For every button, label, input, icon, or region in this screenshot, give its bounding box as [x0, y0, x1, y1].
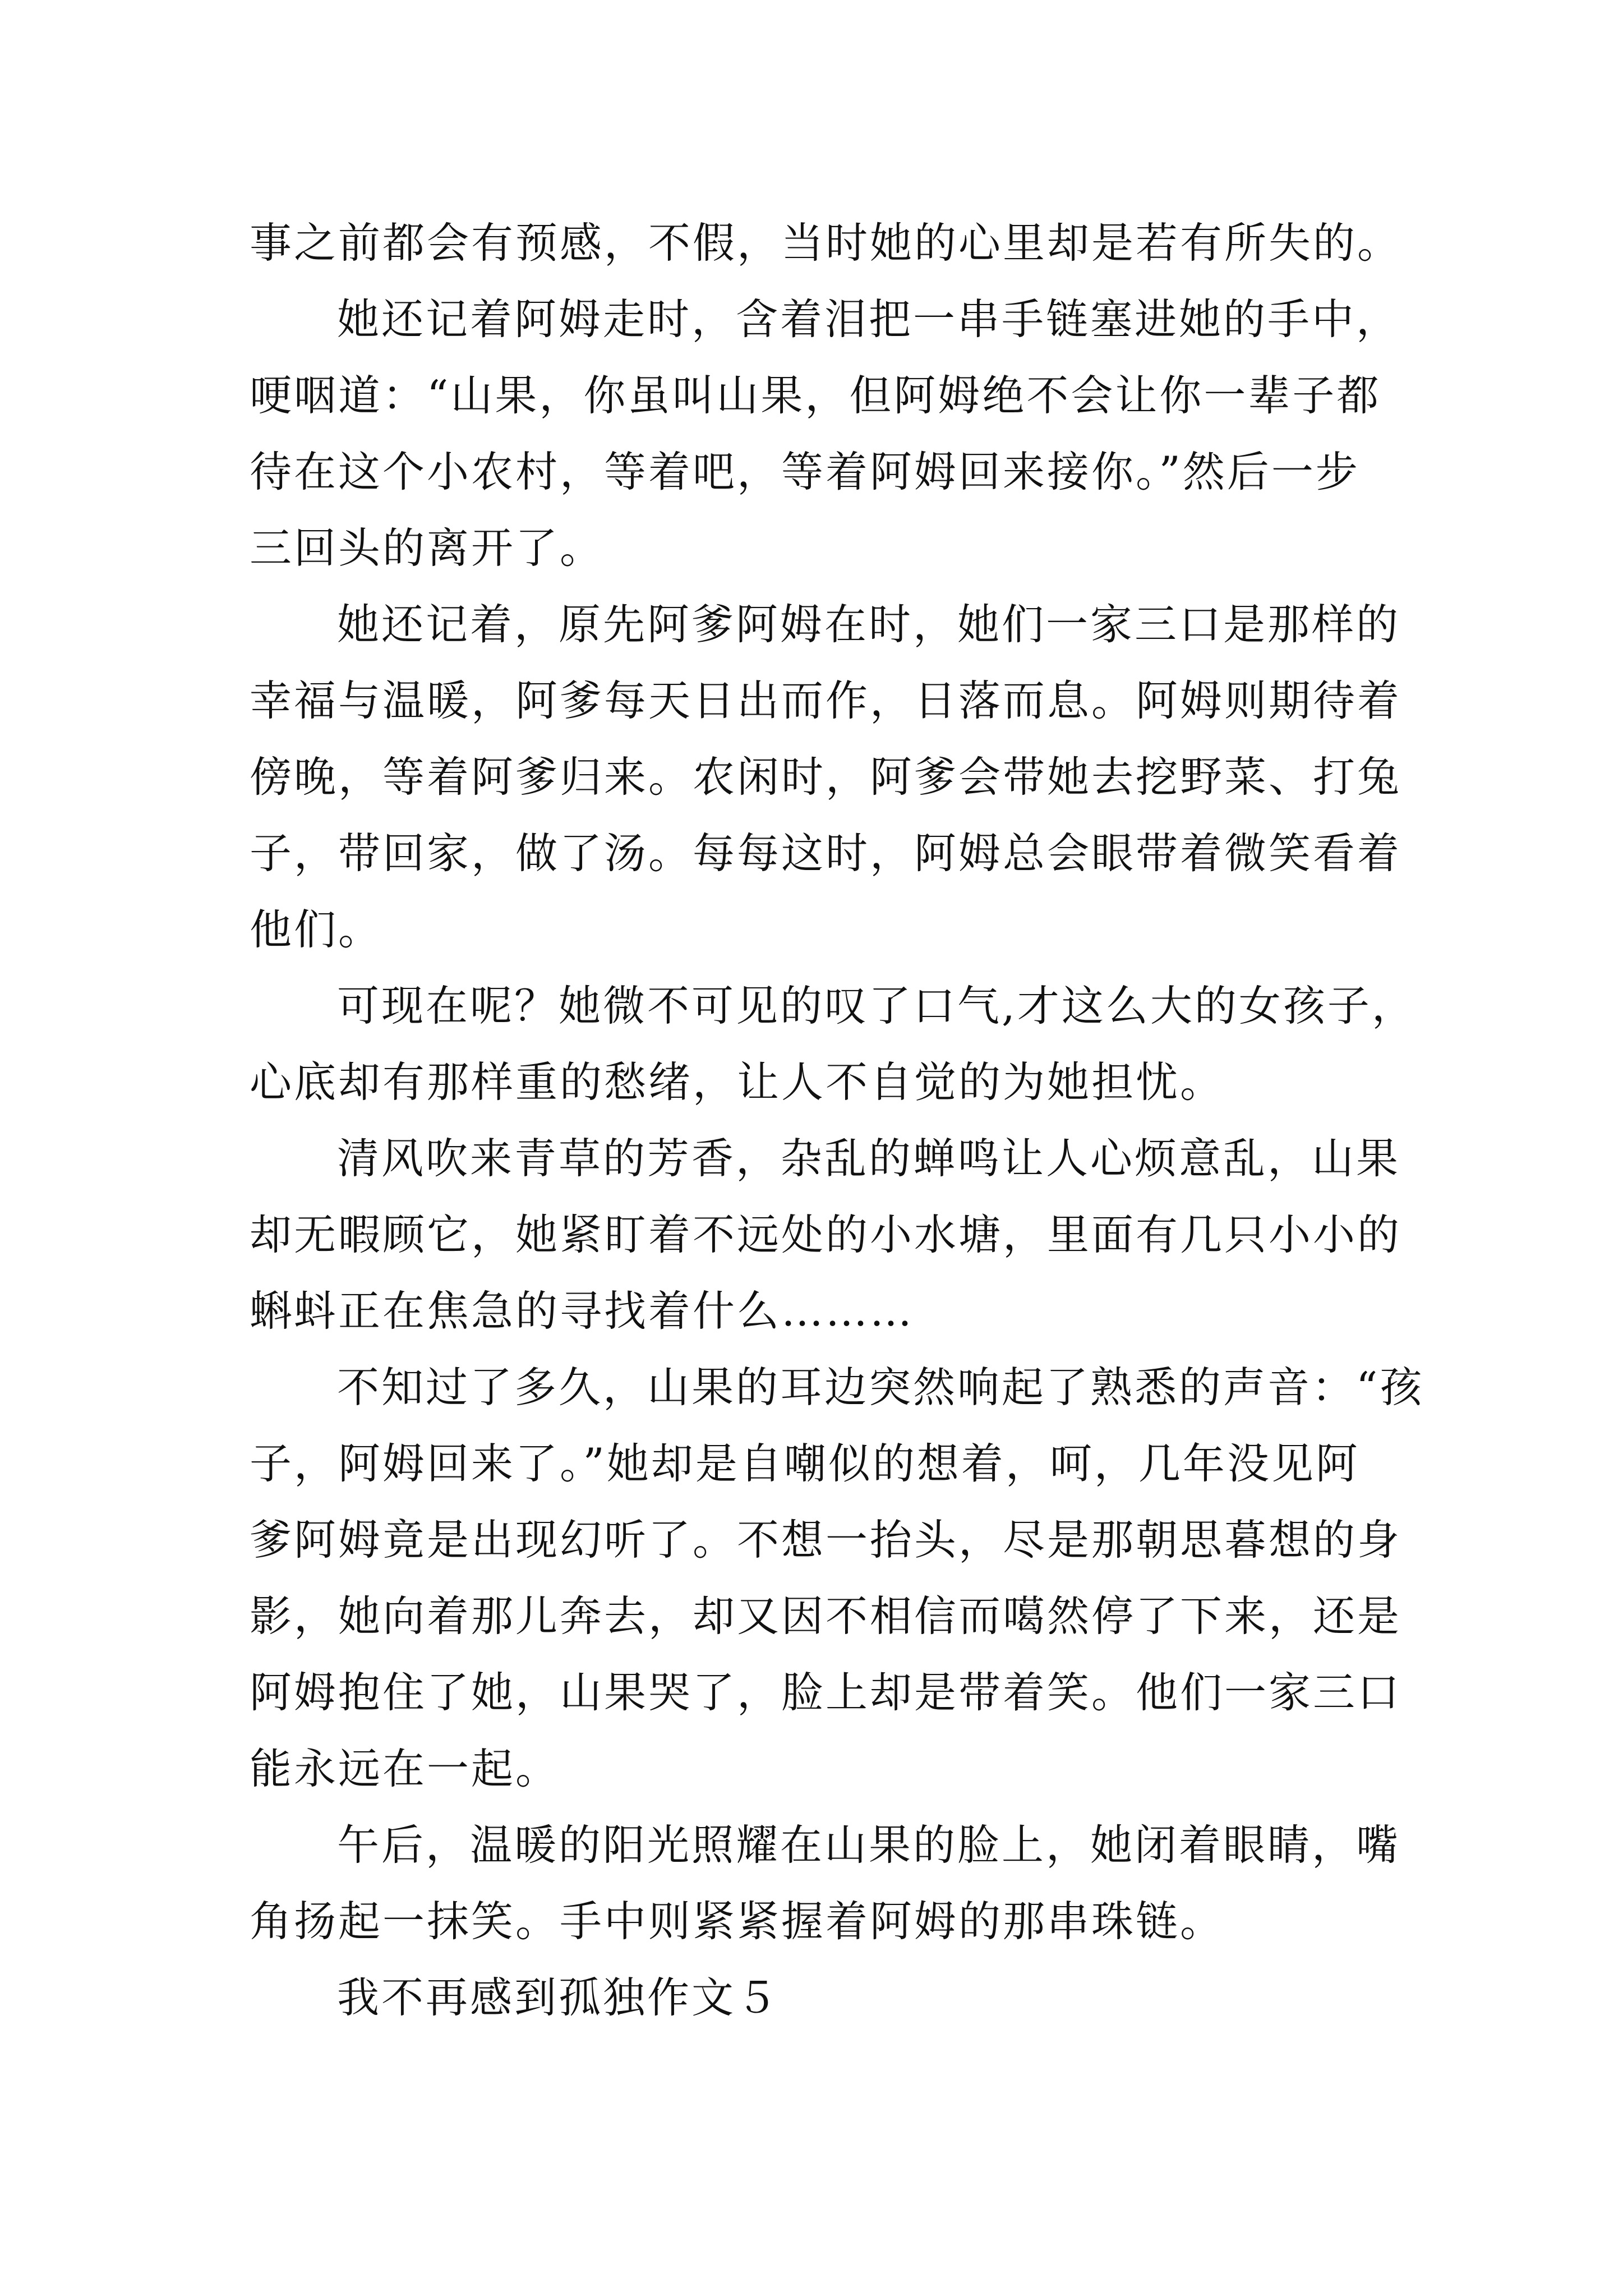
text-line: 幸福与温暖，阿爹每天日出而作，日落而息。阿姆则期待着: [250, 676, 1402, 725]
text-line: 她还记着，原先阿爹阿姆在时，她们一家三口是那样的: [337, 600, 1401, 649]
text-line: 子，带回家，做了汤。每每这时，阿姆总会眼带着微笑看着: [250, 829, 1402, 878]
text-line: 她还记着阿姆走时，含着泪把一串手链塞进她的手中，: [337, 295, 1401, 344]
text-line: 可现在呢？她微不可见的叹了口气,才这么大的女孩子，: [337, 981, 1416, 1030]
text-line: 午后，温暖的阳光照耀在山果的脸上，她闭着眼睛，嘴: [337, 1820, 1401, 1870]
text-line: 待在这个小农村，等着吧，等着阿姆回来接你。”然后一步: [250, 447, 1360, 496]
text-line: 三回头的离开了。: [250, 523, 605, 573]
text-line: 蝌蚪正在焦急的寻找着什么………: [250, 1286, 915, 1336]
text-line: 却无暇顾它，她紧盯着不远处的小水塘，里面有几只小小的: [250, 1210, 1402, 1259]
text-line: 他们。: [250, 905, 383, 954]
text-line: 清风吹来青草的芳香，杂乱的蝉鸣让人心烦意乱，山果: [337, 1134, 1401, 1183]
text-line: 子，阿姆回来了。”她却是自嘲似的想着，呵，几年没见阿: [250, 1439, 1360, 1488]
text-line: 心底却有那样重的愁绪，让人不自觉的为她担忧。: [250, 1057, 1225, 1107]
text-line: 角扬起一抹笑。手中则紧紧握着阿姆的那串珠链。: [250, 1897, 1225, 1946]
section-heading: 我不再感到孤独作文５: [337, 1973, 781, 2022]
text-line: 能永远在一起。: [250, 1744, 560, 1793]
text-line: 不知过了多久，山果的耳边突然响起了熟悉的声音：“孩: [337, 1363, 1424, 1412]
text-line: 哽咽道：“山果，你虽叫山果，但阿姆绝不会让你一辈子都: [250, 371, 1381, 420]
text-line: 爹阿姆竟是出现幻听了。不想一抬头，尽是那朝思暮想的身: [250, 1515, 1402, 1565]
text-line: 影，她向着那儿奔去，却又因不相信而噶然停了下来，还是: [250, 1591, 1402, 1641]
text-line: 阿姆抱住了她，山果哭了，脸上却是带着笑。他们一家三口: [250, 1668, 1402, 1717]
text-line: 事之前都会有预感，不假，当时她的心里却是若有所失的。: [250, 218, 1402, 268]
text-line: 傍晚，等着阿爹归来。农闲时，阿爹会带她去挖野菜、打兔: [250, 752, 1402, 802]
